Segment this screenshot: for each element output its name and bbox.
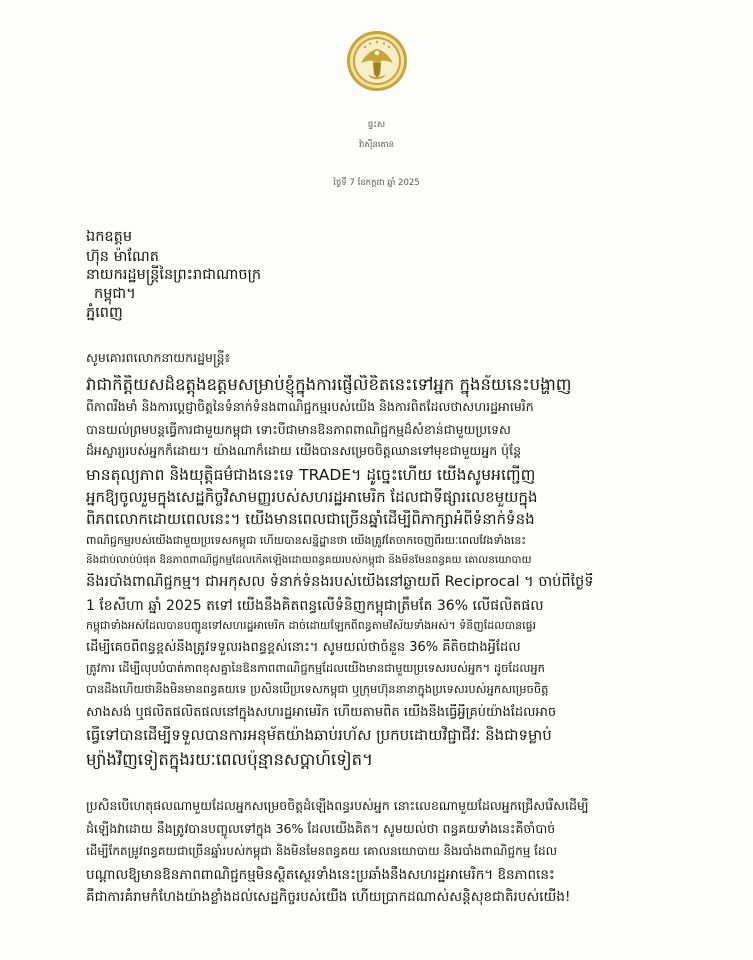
- city-heading: វ៉ាស៊ីនតោន: [358, 140, 395, 150]
- paragraph-line: ធ្វើទៅបានដើម្បីទទួលបានការអនុម័តយ៉ាងឆាប់រហ័ស ប្រកបដោយវិជ្ជាជីវៈ និងជាទម្លាប់: [86, 726, 552, 744]
- paragraph-line: ពិភពលោកដោយពេលនេះ។ យើងមានពេលជាច្រើនឆ្នាំដើម្បីពិភាក្សាអំពីទំនាក់ទំនង: [86, 510, 535, 528]
- presidential-seal-icon: [346, 30, 408, 92]
- letter-date: ថ្ងៃទី 7 ខែកក្កដា ឆ្នាំ 2025: [333, 178, 420, 188]
- recipient-city: ភ្នំពេញ: [86, 305, 123, 321]
- paragraph-line: គឺជាការគំរាមកំហែងយ៉ាងខ្លាំងដល់សេដ្ឋកិច្ចរបស់យើង ហើយប្រាកដណាស់សន្តិសុខជាតិរបស់យើង!: [86, 889, 571, 905]
- paragraph-line: ដើម្បីគេចពីពន្ធខ្ពស់នឹងត្រូវទទួលរងពន្ធខ្ពស់នោះ។ សូមយល់ថាចំនួន 36% គឺតិចជាងអ្វីដែល: [86, 640, 521, 655]
- paragraph-line: និងជាប់លាប់បំផុត ឱនភាពពាណិជ្ជកម្មដែលកើតឡើងដោយពន្ធគយរបស់កម្ពុជា និងមិនមែនពន្ធគយ គោលនយោបាយ: [86, 554, 532, 566]
- recipient-position: នាយករដ្ឋមន្ត្រីនៃព្រះរាជាណាចក្រ: [86, 267, 262, 283]
- paragraph-line: មានតុល្យភាព និងយុត្តិធម៌ជាងនេះទេ TRADE។ ដូច្នេះហើយ យើងសូមអញ្ជើញ: [86, 466, 536, 484]
- paragraph-line: កម្ពុជាទាំងអស់ដែលបានបញ្ជូនទៅសហរដ្ឋអាមេរិក ដាច់ដោយឡែកពីពន្ធតាមវិស័យទាំងអស់។ ទំនិញដែលបានផ្ទេរ: [86, 619, 537, 632]
- paragraph-line: ពាណិជ្ជកម្មរបស់យើងជាមួយប្រទេសកម្ពុជា ហើយបានសន្និដ្ឋានថា យើងត្រូវតែចាកចេញពីរយៈពេលវែងទាំងនេះ: [86, 534, 527, 547]
- paragraph-line: ដ៏អស្ចារ្យរបស់អ្នកក៏ដោយ។ យ៉ាងណាក៏ដោយ យើងបានសម្រេចចិត្តឈានទៅមុខជាមួយអ្នក ប៉ុន្តែ: [86, 443, 522, 458]
- recipient-title: ឯកឧត្តម: [86, 229, 133, 245]
- paragraph-line: សាងសង់ ឬផលិតផលិតផលនៅក្នុងសហរដ្ឋអាមេរិក ហើយតាមពិត យើងនឹងធ្វើអ្វីគ្រប់យ៉ាងដែលអាច: [86, 705, 557, 720]
- paragraph-line: អ្នកឱ្យចូលរួមក្នុងសេដ្ឋកិច្ចវិសាមញ្ញរបស់សហរដ្ឋអាមេរិក ដែលជាទីផ្សារលេខមួយក្នុង: [86, 488, 538, 506]
- paragraph-line: វាជាកិត្តិយសដ៏ឧត្តុងឧត្តមសម្រាប់ខ្ញុំក្នុងការផ្ញើលិខិតនេះទៅអ្នក ក្នុងន័យនេះបង្ហាញ: [86, 375, 572, 394]
- paragraph-line: 1 ខែសីហា ឆ្នាំ 2025 តទៅ យើងនឹងគិតពន្ធលើទំនិញកម្ពុជាត្រឹមតែ 36% លើផលិតផល: [86, 598, 544, 614]
- paragraph-line: ម្យ៉ាងវិញទៀតក្នុងរយៈពេលប៉ុន្មានសប្តាហ៍ទៀត។: [86, 750, 374, 769]
- paragraph-line: ប្រសិនបើហេតុផលណាមួយដែលអ្នកសម្រេចចិត្តដំឡើងពន្ធរបស់អ្នក នោះលេខណាមួយដែលអ្នកជ្រើសរើសដើម្បី: [86, 798, 589, 813]
- office-heading: ផ្ទះស: [367, 120, 386, 130]
- paragraph-line: បានយល់ព្រមបន្តធ្វើការជាមួយកម្ពុជា ទោះបីជាមានឱនភាពពាណិជ្ជកម្មដ៏សំខាន់ជាមួយប្រទេស: [86, 422, 511, 437]
- salutation: សូមគោរពលោកនាយករដ្ឋមន្ត្រី៖: [86, 350, 231, 365]
- recipient-name: ហ៊ុន ម៉ាណែត: [86, 249, 159, 265]
- paragraph-line: ដើម្បីកែតម្រូវពន្ធគយជាច្រើនឆ្នាំរបស់កម្ពុជា និងមិនមែនពន្ធគយ គោលនយោបាយ និងរបាំងពាណិជ្ជកម្ម ដែល: [86, 844, 557, 858]
- paragraph-line: បណ្តាលឱ្យមានឱនភាពពាណិជ្ជកម្មមិនស្ថិតស្ថេរទាំងនេះប្រឆាំងនឹងសហរដ្ឋអាមេរិក។ ឱនភាពនេះ: [86, 867, 555, 883]
- paragraph-line: ត្រូវការ ដើម្បីលុបបំបាត់ភាពខុសគ្នានៃឱនភាពពាណិជ្ជកម្មដែលយើងមានជាមួយប្រទេសរបស់អ្នក។ ដូចដែលអ្នក: [86, 661, 545, 675]
- paragraph-line: ដំឡើងវាដោយ នឹងត្រូវបានបញ្ចូលទៅក្នុង 36% ដែលយើងគិត។ សូមយល់ថា ពន្ធគយទាំងនេះគឺចាំបាច់: [86, 821, 556, 836]
- paragraph-line: បានដឹងហើយថានឹងមិនមានពន្ធគយទេ ប្រសិនបើប្រទេសកម្ពុជា ឬក្រុមហ៊ុននានាក្នុងប្រទេសរបស់អ្នកសម្រេចចិត្ត: [86, 682, 549, 696]
- paragraph-line: ពីភាពរឹងមាំ និងការប្តេជ្ញាចិត្តនៃទំនាក់ទំនងពាណិជ្ជកម្មរបស់យើង និងការពិតដែលថាសហរដ្ឋអាមេរិក: [86, 399, 534, 414]
- recipient-country: កម្ពុជា។: [94, 286, 136, 302]
- paragraph-line: និងរបាំងពាណិជ្ជកម្ម។ ជាអកុសល ទំនាក់ទំនងរបស់យើងនៅឆ្ងាយពី Reciprocal ។ ចាប់ពីថ្ងៃទី: [86, 574, 594, 590]
